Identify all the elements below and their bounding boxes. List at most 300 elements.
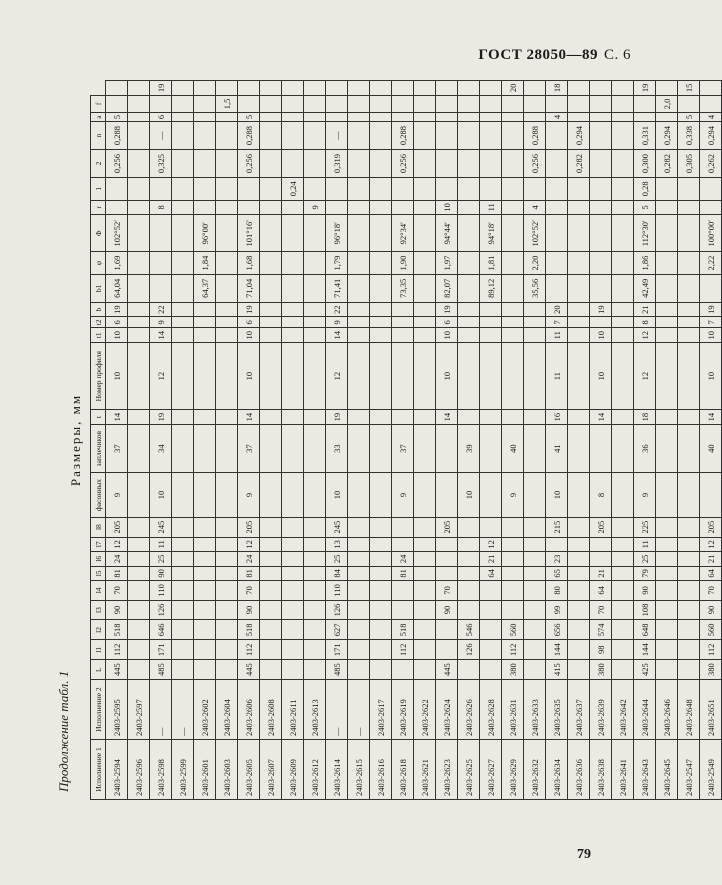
- table-cell: [524, 81, 546, 96]
- table-cell: [436, 95, 458, 112]
- table-cell: [612, 566, 634, 581]
- table-cell: 99: [546, 600, 568, 620]
- table-cell: [502, 274, 524, 302]
- table-cell: [524, 328, 546, 343]
- table-cell: [678, 177, 700, 200]
- table-cell: 560: [502, 620, 524, 640]
- table-cell: [458, 537, 480, 552]
- table-cell: [150, 252, 172, 275]
- table-cell: [194, 122, 216, 150]
- column-header: Исполнение 2: [91, 680, 106, 740]
- table-cell: [436, 424, 458, 473]
- table-cell: [172, 112, 194, 121]
- table-cell: 1,90: [392, 252, 414, 275]
- table-cell: [524, 660, 546, 680]
- table-cell: 4: [700, 112, 722, 121]
- table-cell: [414, 177, 436, 200]
- table-cell: [216, 215, 238, 252]
- rotated-table-inner: [50, 80, 716, 800]
- table-cell: [282, 252, 304, 275]
- table-cell: 205: [590, 517, 612, 537]
- table-cell: [590, 112, 612, 121]
- table-cell: [568, 274, 590, 302]
- designation-1-cell: 2403-2638: [590, 740, 612, 800]
- column-header: φ: [91, 252, 106, 275]
- table-cell: [502, 581, 524, 600]
- table-cell: 10: [436, 328, 458, 343]
- table-cell: [194, 177, 216, 200]
- table-cell: 9: [150, 317, 172, 328]
- table-cell: [370, 537, 392, 552]
- table-cell: [106, 200, 128, 215]
- table-cell: [458, 343, 480, 410]
- table-cell: 18: [634, 410, 656, 425]
- designation-1-cell: 2403-2609: [282, 740, 304, 800]
- table-cell: [370, 473, 392, 517]
- table-cell: [568, 620, 590, 640]
- table-cell: 485: [150, 660, 172, 680]
- table-subtitle: Размеры, мм: [68, 393, 83, 487]
- table-cell: [348, 517, 370, 537]
- table-cell: 19: [326, 410, 348, 425]
- table-cell: [304, 317, 326, 328]
- designation-2-cell: —: [172, 680, 194, 740]
- designation-1-cell: 2403-2634: [546, 740, 568, 800]
- table-cell: [370, 95, 392, 112]
- table-cell: [612, 620, 634, 640]
- table-cell: 518: [106, 620, 128, 640]
- table-cell: 70: [436, 581, 458, 600]
- column-header: n: [91, 122, 106, 150]
- table-cell: [304, 424, 326, 473]
- table-cell: [414, 581, 436, 600]
- table-cell: 380: [700, 660, 722, 680]
- table-cell: 10: [326, 473, 348, 517]
- table-cell: [128, 410, 150, 425]
- table-cell: 5: [678, 112, 700, 121]
- table-cell: [128, 317, 150, 328]
- table-cell: [172, 81, 194, 96]
- table-cell: [392, 410, 414, 425]
- table-cell: [612, 600, 634, 620]
- table-cell: [678, 328, 700, 343]
- table-cell: [612, 328, 634, 343]
- table-cell: [216, 424, 238, 473]
- table-cell: [568, 566, 590, 581]
- designation-1-cell: 2403-2614: [326, 740, 348, 800]
- table-cell: [458, 517, 480, 537]
- rotated-table-area: [50, 80, 716, 800]
- table-cell: 2,0: [656, 95, 678, 112]
- table-row: [700, 81, 722, 800]
- table-cell: 12: [634, 328, 656, 343]
- table-cell: 126: [458, 640, 480, 660]
- table-cell: [348, 150, 370, 178]
- table-cell: [392, 177, 414, 200]
- table-cell: [348, 410, 370, 425]
- table-cell: [392, 581, 414, 600]
- table-cell: 6: [150, 112, 172, 121]
- table-cell: [326, 95, 348, 112]
- table-cell: [700, 177, 722, 200]
- table-cell: [568, 600, 590, 620]
- designation-2-cell: 2403-2633: [524, 680, 546, 740]
- table-cell: [348, 95, 370, 112]
- table-cell: 10: [458, 473, 480, 517]
- table-cell: [700, 81, 722, 96]
- table-cell: 0,331: [634, 122, 656, 150]
- table-cell: 70: [238, 581, 260, 600]
- table-cell: [392, 95, 414, 112]
- table-cell: [612, 252, 634, 275]
- table-cell: 14: [590, 410, 612, 425]
- table-cell: [656, 81, 678, 96]
- table-cell: [282, 660, 304, 680]
- table-cell: [392, 517, 414, 537]
- designation-2-cell: 2403-2624: [436, 680, 458, 740]
- table-cell: [458, 150, 480, 178]
- table-cell: [656, 620, 678, 640]
- table-cell: [502, 122, 524, 150]
- table-cell: [348, 566, 370, 581]
- table-cell: [524, 566, 546, 581]
- table-cell: [172, 200, 194, 215]
- table-cell: 90: [700, 600, 722, 620]
- table-cell: [656, 473, 678, 517]
- table-cell: 82,07: [436, 274, 458, 302]
- table-cell: 10: [590, 343, 612, 410]
- table-cell: [194, 95, 216, 112]
- table-cell: [216, 660, 238, 680]
- table-cell: [524, 424, 546, 473]
- table-cell: 144: [546, 640, 568, 660]
- table-row: [458, 81, 480, 800]
- table-cell: [150, 215, 172, 252]
- table-cell: [348, 112, 370, 121]
- table-cell: 2,22: [700, 252, 722, 275]
- table-cell: [458, 122, 480, 150]
- table-cell: [502, 177, 524, 200]
- table-cell: 112: [238, 640, 260, 660]
- table-cell: 14: [326, 328, 348, 343]
- table-cell: 112°30′: [634, 215, 656, 252]
- table-cell: [458, 328, 480, 343]
- table-cell: [392, 660, 414, 680]
- table-cell: [326, 200, 348, 215]
- table-cell: [414, 343, 436, 410]
- table-cell: [678, 252, 700, 275]
- table-cell: [590, 252, 612, 275]
- table-cell: [612, 552, 634, 567]
- table-cell: 14: [700, 410, 722, 425]
- continuation-caption: Продолжение табл. 1: [56, 670, 71, 792]
- table-cell: 0,256: [524, 150, 546, 178]
- table-cell: 0,282: [656, 150, 678, 178]
- table-cell: [326, 177, 348, 200]
- table-cell: [524, 177, 546, 200]
- table-cell: 112: [700, 640, 722, 660]
- table-cell: 108: [634, 600, 656, 620]
- table-cell: [172, 122, 194, 150]
- table-cell: 42,49: [634, 274, 656, 302]
- table-cell: [282, 200, 304, 215]
- table-cell: [216, 343, 238, 410]
- table-cell: 5: [238, 112, 260, 121]
- table-cell: [480, 95, 502, 112]
- table-cell: 205: [106, 517, 128, 537]
- table-cell: 0,294: [700, 122, 722, 150]
- table-body: [106, 81, 722, 800]
- table-cell: [282, 640, 304, 660]
- table-cell: [678, 640, 700, 660]
- table-row: [216, 81, 238, 800]
- table-cell: [678, 566, 700, 581]
- table-cell: [128, 81, 150, 96]
- table-cell: [106, 81, 128, 96]
- table-cell: [656, 600, 678, 620]
- table-cell: 380: [502, 660, 524, 680]
- table-cell: [458, 600, 480, 620]
- table-row: [392, 81, 414, 800]
- table-cell: [458, 215, 480, 252]
- table-cell: 11: [546, 343, 568, 410]
- table-cell: 96°00′: [194, 215, 216, 252]
- table-cell: [194, 552, 216, 567]
- table-cell: [436, 81, 458, 96]
- table-cell: —: [150, 122, 172, 150]
- designation-1-cell: 2403-2547: [678, 740, 700, 800]
- column-header: t2: [91, 317, 106, 328]
- table-cell: [216, 537, 238, 552]
- table-cell: 101°16′: [238, 215, 260, 252]
- table-cell: 81: [392, 566, 414, 581]
- table-cell: [238, 177, 260, 200]
- table-cell: 11: [480, 200, 502, 215]
- table-cell: [304, 328, 326, 343]
- table-cell: 21: [700, 552, 722, 567]
- table-cell: 574: [590, 620, 612, 640]
- table-cell: [700, 274, 722, 302]
- table-cell: [172, 150, 194, 178]
- table-row: [414, 81, 436, 800]
- table-cell: 64,04: [106, 274, 128, 302]
- table-cell: [634, 95, 656, 112]
- table-cell: 245: [326, 517, 348, 537]
- table-cell: [612, 537, 634, 552]
- table-cell: 70: [700, 581, 722, 600]
- table-cell: [480, 660, 502, 680]
- table-cell: [348, 274, 370, 302]
- table-cell: [612, 317, 634, 328]
- table-cell: 18: [546, 81, 568, 96]
- table-cell: [568, 112, 590, 121]
- table-cell: [546, 274, 568, 302]
- table-cell: [502, 95, 524, 112]
- table-cell: [656, 112, 678, 121]
- table-cell: [304, 473, 326, 517]
- table-cell: [348, 215, 370, 252]
- table-cell: [546, 95, 568, 112]
- table-cell: [216, 122, 238, 150]
- table-cell: [656, 328, 678, 343]
- table-cell: [480, 302, 502, 317]
- table-cell: [260, 566, 282, 581]
- table-cell: 9: [238, 473, 260, 517]
- table-cell: 64,37: [194, 274, 216, 302]
- column-header: r: [91, 200, 106, 215]
- table-cell: [436, 640, 458, 660]
- table-cell: 126: [150, 600, 172, 620]
- table-cell: [480, 640, 502, 660]
- table-cell: [128, 660, 150, 680]
- table-cell: [216, 112, 238, 121]
- table-cell: [260, 302, 282, 317]
- table-cell: 0,288: [238, 122, 260, 150]
- designation-1-cell: 2403-2632: [524, 740, 546, 800]
- table-cell: [216, 566, 238, 581]
- table-cell: [370, 81, 392, 96]
- table-cell: 0,319: [326, 150, 348, 178]
- table-cell: 425: [634, 660, 656, 680]
- table-cell: [370, 424, 392, 473]
- table-cell: [678, 537, 700, 552]
- table-cell: [458, 81, 480, 96]
- table-cell: [304, 581, 326, 600]
- table-cell: 0,294: [656, 122, 678, 150]
- table-cell: [414, 537, 436, 552]
- designation-1-cell: 2403-2616: [370, 740, 392, 800]
- table-cell: [392, 302, 414, 317]
- table-cell: [568, 537, 590, 552]
- table-cell: 171: [326, 640, 348, 660]
- table-cell: [216, 410, 238, 425]
- table-cell: [612, 274, 634, 302]
- table-cell: [172, 317, 194, 328]
- table-cell: [282, 600, 304, 620]
- table-cell: [414, 302, 436, 317]
- table-cell: [260, 317, 282, 328]
- table-cell: [414, 317, 436, 328]
- table-cell: 19: [436, 302, 458, 317]
- table-cell: [590, 122, 612, 150]
- table-cell: [480, 410, 502, 425]
- table-cell: 0,28: [634, 177, 656, 200]
- table-cell: [414, 620, 436, 640]
- table-row: [480, 81, 502, 800]
- table-cell: [370, 122, 392, 150]
- table-cell: 9: [106, 473, 128, 517]
- table-cell: 7: [546, 317, 568, 328]
- table-cell: [370, 150, 392, 178]
- table-cell: 13: [326, 537, 348, 552]
- designation-2-cell: 2403-2631: [502, 680, 524, 740]
- table-cell: [304, 410, 326, 425]
- designation-2-cell: 2403-2635: [546, 680, 568, 740]
- designation-1-cell: 2403-2643: [634, 740, 656, 800]
- table-cell: 94°44′: [436, 215, 458, 252]
- column-header: Φ: [91, 215, 106, 252]
- table-cell: [172, 620, 194, 640]
- column-header: l1: [91, 640, 106, 660]
- table-cell: 0,294: [568, 122, 590, 150]
- table-cell: [568, 317, 590, 328]
- table-cell: [656, 660, 678, 680]
- table-cell: [216, 81, 238, 96]
- table-cell: [172, 537, 194, 552]
- table-cell: [172, 473, 194, 517]
- table-cell: [568, 473, 590, 517]
- table-cell: [524, 600, 546, 620]
- table-cell: [458, 581, 480, 600]
- table-cell: [590, 95, 612, 112]
- table-cell: [172, 581, 194, 600]
- table-cell: 10: [700, 328, 722, 343]
- table-cell: 4: [546, 112, 568, 121]
- table-cell: 90: [106, 600, 128, 620]
- table-cell: [678, 600, 700, 620]
- table-cell: 9: [392, 473, 414, 517]
- table-cell: [612, 410, 634, 425]
- table-cell: [216, 620, 238, 640]
- table-cell: [502, 112, 524, 121]
- page-number: 79: [577, 847, 591, 862]
- table-cell: 1,86: [634, 252, 656, 275]
- table-cell: 79: [634, 566, 656, 581]
- table-cell: [260, 620, 282, 640]
- column-header: l2: [91, 620, 106, 640]
- table-cell: [370, 302, 392, 317]
- table-cell: [128, 620, 150, 640]
- table-cell: [194, 302, 216, 317]
- table-cell: [128, 600, 150, 620]
- table-cell: [282, 473, 304, 517]
- table-cell: [370, 343, 392, 410]
- table-cell: [392, 343, 414, 410]
- designation-2-cell: 2403-2611: [282, 680, 304, 740]
- dimensions-table: [90, 80, 722, 800]
- table-cell: [194, 660, 216, 680]
- table-row: [678, 81, 700, 800]
- table-cell: [348, 177, 370, 200]
- table-cell: [568, 660, 590, 680]
- table-cell: [656, 640, 678, 660]
- column-header: b1: [91, 274, 106, 302]
- table-cell: [568, 215, 590, 252]
- table-cell: [106, 95, 128, 112]
- table-cell: [502, 252, 524, 275]
- designation-2-cell: 2403-2639: [590, 680, 612, 740]
- table-cell: 73,35: [392, 274, 414, 302]
- table-cell: [568, 177, 590, 200]
- table-cell: [392, 81, 414, 96]
- table-cell: [414, 150, 436, 178]
- table-cell: [282, 328, 304, 343]
- column-header: t: [91, 410, 106, 425]
- table-cell: 1,81: [480, 252, 502, 275]
- table-cell: 0,288: [106, 122, 128, 150]
- table-cell: 445: [106, 660, 128, 680]
- table-cell: 9: [502, 473, 524, 517]
- table-cell: [414, 660, 436, 680]
- table-cell: 22: [150, 302, 172, 317]
- table-cell: 14: [150, 328, 172, 343]
- table-cell: 84: [326, 566, 348, 581]
- table-cell: [414, 122, 436, 150]
- table-cell: 10: [150, 473, 172, 517]
- table-cell: [172, 600, 194, 620]
- table-cell: [348, 252, 370, 275]
- table-cell: [194, 410, 216, 425]
